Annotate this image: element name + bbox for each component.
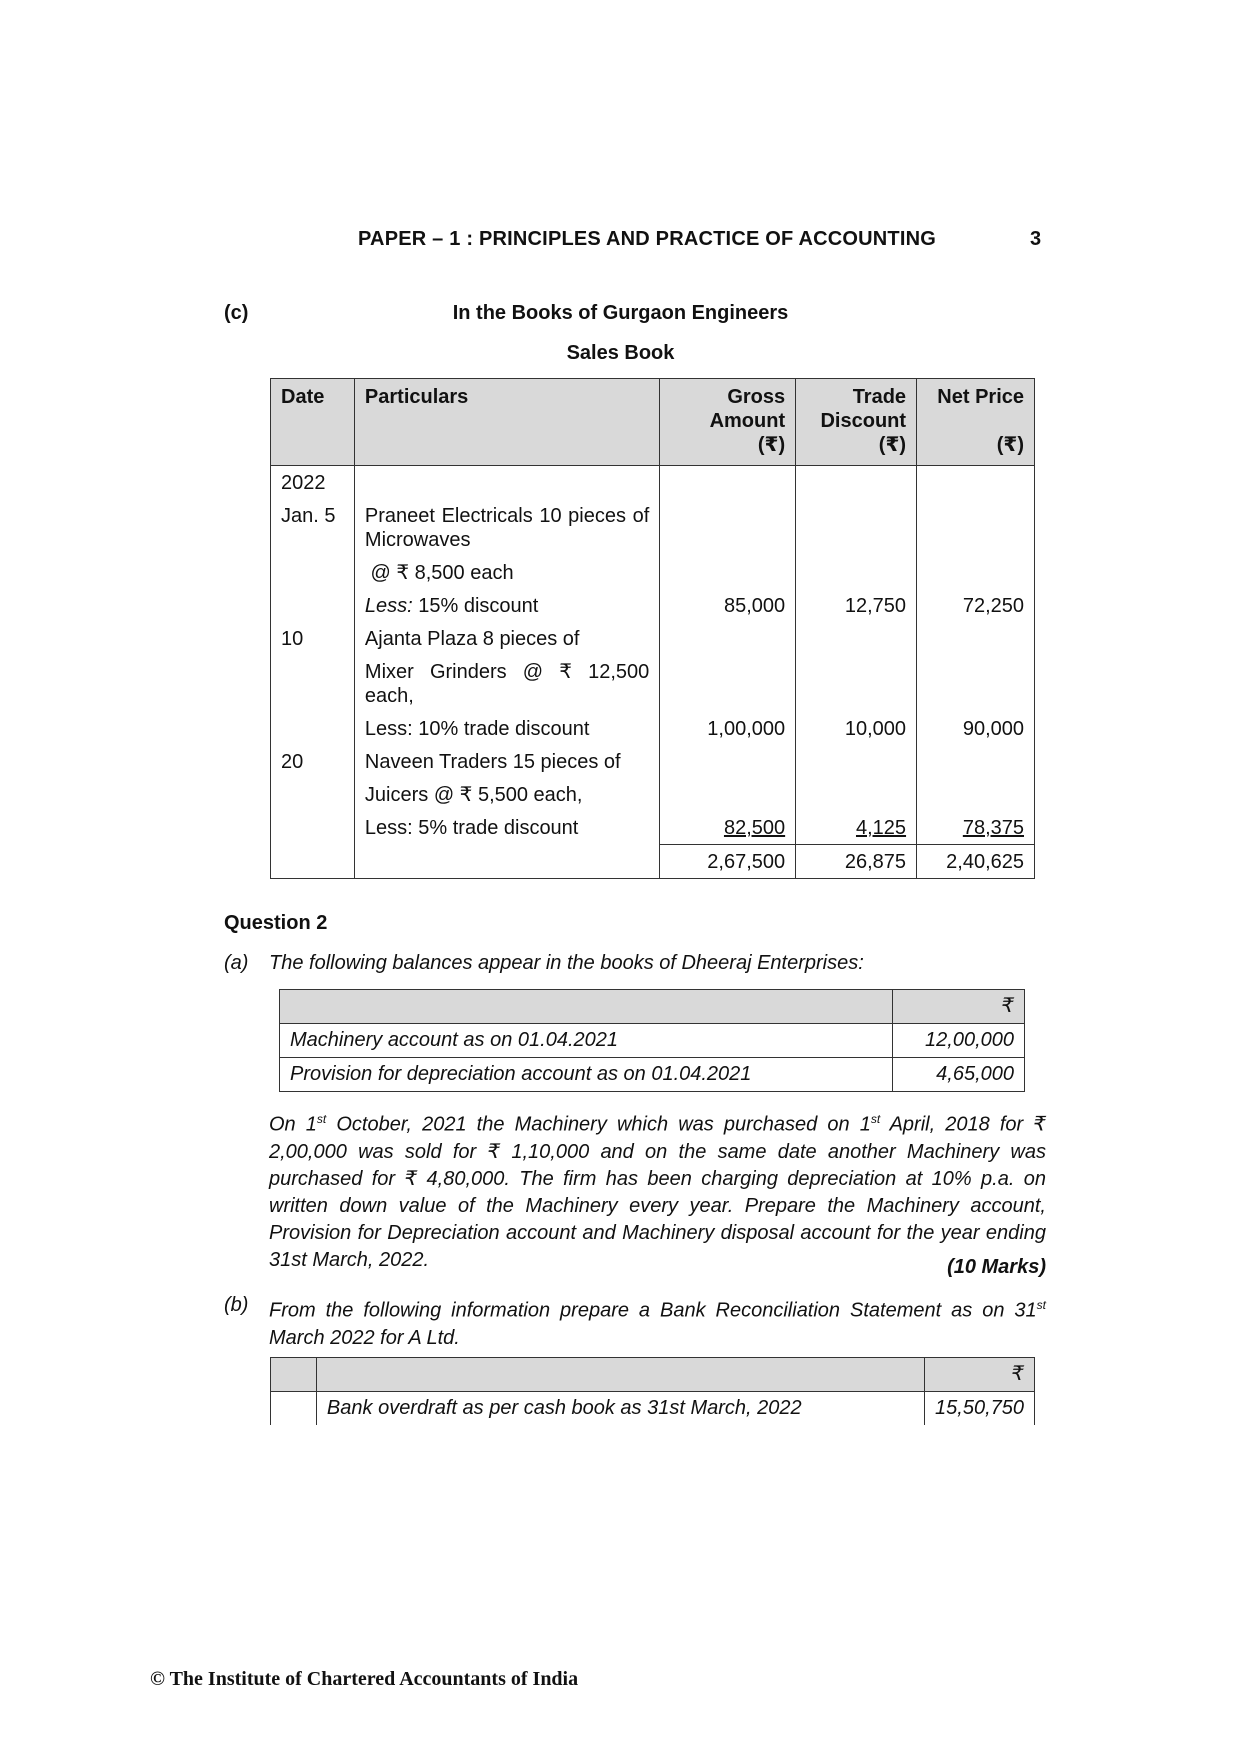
row-gross: 1,00,000	[660, 712, 796, 745]
row-date: 20	[271, 745, 355, 778]
table-row	[271, 811, 1035, 845]
brs-amount: 15,50,750	[925, 1392, 1035, 1426]
col-trade-unit: (₹)	[878, 434, 907, 456]
q2a-marks: (10 Marks)	[947, 1256, 1046, 1278]
table-row	[271, 622, 1035, 655]
col-date-header: Date	[271, 379, 355, 466]
footer-copyright: © The Institute of Chartered Accountants of India	[150, 1668, 579, 1690]
row-trade: 12,750	[796, 589, 917, 622]
less-prefix: Less:	[364, 595, 413, 617]
row-gross: 85,000	[660, 589, 796, 622]
table-row	[271, 778, 1035, 811]
part-c-label: (c)	[224, 302, 249, 324]
books-title: In the Books of Gurgaon Engineers	[452, 302, 789, 324]
table-row	[280, 1058, 1025, 1092]
table-row	[280, 1024, 1025, 1058]
q2a-paragraph: On 1st October, 2021 the Machinery which was purchased on 1st April, 2018 for ₹ 2,00,000 was sold for ₹ 1,10,000 and on the same date another Machinery was purchased for ₹ 4,80,000. The firm has been charging depreciation at 10% p.a. on written down value of the Machinery every year. Prepare the Machinery account, Provision for Depreciation account and Machinery disposal account for the year ending 31st March, 2022.	[269, 1112, 1047, 1271]
table-row	[271, 556, 1035, 589]
q2a-intro: The following balances appear in the books of Dheeraj Enterprises:	[269, 952, 864, 974]
row-particulars: Less: 15% discount	[354, 589, 659, 622]
total-trade: 26,875	[796, 845, 917, 879]
row-net: 90,000	[917, 712, 1035, 745]
balances-currency: ₹	[893, 990, 1025, 1024]
brs-item: Bank overdraft as per cash book as 31st March, 2022	[316, 1392, 924, 1426]
page-number: 3	[1030, 228, 1042, 250]
row-particulars: Juicers @ ₹ 5,500 each,	[354, 778, 659, 811]
col-gross-unit: (₹)	[757, 434, 786, 456]
balance-amount: 4,65,000	[893, 1058, 1025, 1092]
row-particulars: Ajanta Plaza 8 pieces of	[354, 622, 659, 655]
col-net-header	[917, 379, 1035, 466]
page-header-title: PAPER – 1 : PRINCIPLES AND PRACTICE OF ACCOUNTING	[358, 228, 936, 250]
row-date: Jan. 5	[271, 499, 355, 556]
row-particulars: Praneet Electricals 10 pieces of Microwaves	[354, 499, 659, 556]
col-gross-line1: Gross	[727, 386, 786, 408]
row-gross: 82,500	[723, 817, 786, 839]
table-row	[271, 499, 1035, 556]
table-row	[271, 655, 1035, 712]
bank-reconciliation-table	[270, 1357, 1035, 1425]
sales-book-table	[270, 378, 1035, 879]
balances-table	[279, 989, 1025, 1092]
row-trade: 10,000	[796, 712, 917, 745]
row-net: 78,375	[962, 817, 1024, 839]
col-trade-header	[796, 379, 917, 466]
brs-header	[271, 1358, 1035, 1392]
col-trade-line2: Discount	[820, 410, 907, 432]
question-2-title: Question 2	[224, 912, 328, 934]
row-net: 72,250	[917, 589, 1035, 622]
table-total-row	[271, 845, 1035, 879]
sales-table-header	[271, 379, 1035, 466]
table-row	[271, 712, 1035, 745]
balances-header	[280, 990, 1025, 1024]
col-trade-line1: Trade	[852, 386, 907, 408]
row-date: 2022	[271, 466, 355, 500]
row-particulars: Less: 5% trade discount	[354, 811, 659, 845]
total-net: 2,40,625	[917, 845, 1035, 879]
row-particulars: Less: 10% trade discount	[354, 712, 659, 745]
col-net-unit: (₹)	[996, 434, 1024, 456]
balance-item: Machinery account as on 01.04.2021	[280, 1024, 893, 1058]
balance-amount: 12,00,000	[893, 1024, 1025, 1058]
q2b-intro: From the following information prepare a Bank Reconciliation Statement as on 31st March 2022 for A Ltd.	[269, 1298, 1046, 1349]
row-particulars: Naveen Traders 15 pieces of	[354, 745, 659, 778]
row-particulars: @ ₹ 8,500 each	[354, 556, 659, 589]
balance-item: Provision for depreciation account as on 01.04.2021	[280, 1058, 893, 1092]
col-gross-line2: Amount	[709, 410, 786, 432]
q2a-label: (a)	[224, 952, 249, 974]
sales-book-title: Sales Book	[566, 342, 675, 364]
table-row	[271, 466, 1035, 500]
table-row	[271, 589, 1035, 622]
total-gross: 2,67,500	[660, 845, 796, 879]
col-gross-header	[660, 379, 796, 466]
col-net-line1: Net Price	[937, 386, 1024, 408]
table-row	[271, 745, 1035, 778]
row-date: 10	[271, 622, 355, 655]
table-row	[271, 1392, 1035, 1426]
brs-currency: ₹	[925, 1358, 1035, 1392]
q2b-label: (b)	[224, 1294, 249, 1316]
col-particulars-header: Particulars	[354, 379, 659, 466]
row-particulars: Mixer Grinders @ ₹ 12,500 each,	[354, 655, 659, 712]
row-trade: 4,125	[855, 817, 907, 839]
